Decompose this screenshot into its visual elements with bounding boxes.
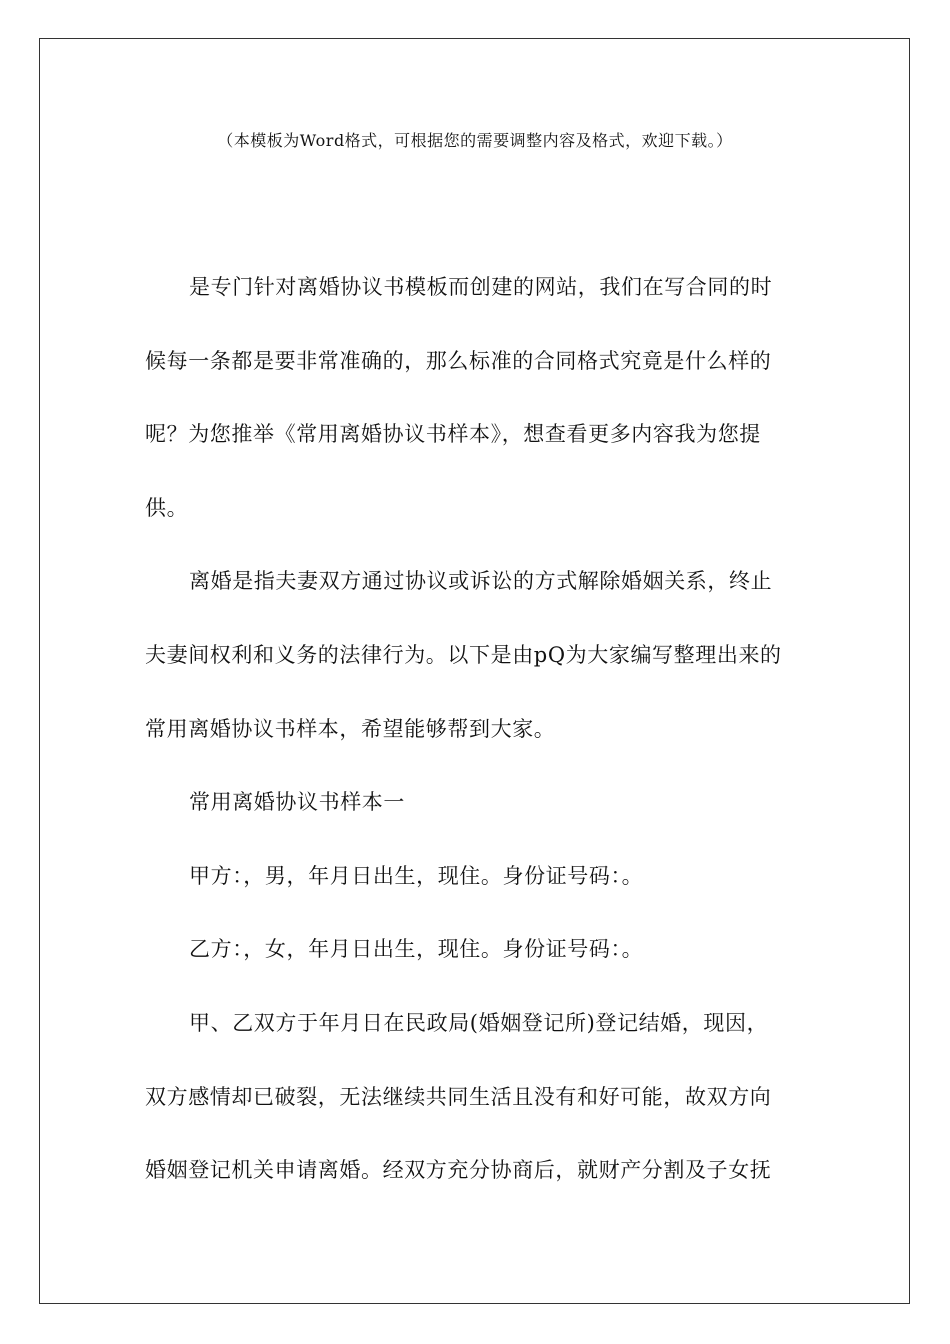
body-line: 甲方：，男，年月日出生，现住。身份证号码：。 <box>189 863 644 888</box>
document-body <box>145 251 805 1208</box>
body-line: 乙方：，女，年月日出生，现住。身份证号码：。 <box>189 937 644 962</box>
body-line: 供。 <box>145 495 189 520</box>
body-line: 婚姻登记机关申请离婚。经双方充分协商后，就财产分割及子女抚 <box>145 1158 772 1183</box>
body-line: 夫妻间权利和义务的法律行为。以下是由pQ为大家编写整理出来的 <box>145 642 782 667</box>
body-line: 候每一条都是要非常准确的，那么标准的合同格式究竟是什么样的 <box>145 348 772 373</box>
template-note: （本模板为Word格式，可根据您的需要调整内容及格式，欢迎下载。） <box>217 131 733 150</box>
body-line: 离婚是指夫妻双方通过协议或诉讼的方式解除婚姻关系，终止 <box>189 569 773 594</box>
body-line: 双方感情却已破裂，无法继续共同生活且没有和好可能，故双方向 <box>145 1084 772 1109</box>
body-line: 常用离婚协议书样本，希望能够帮到大家。 <box>145 716 556 741</box>
body-line: 甲、乙双方于年月日在民政局(婚姻登记所)登记结婚，现因， <box>189 1010 769 1035</box>
body-line: 常用离婚协议书样本一 <box>189 790 405 815</box>
body-line: 是专门针对离婚协议书模板而创建的网站，我们在写合同的时 <box>189 275 773 299</box>
body-line: 呢？为您推举《常用离婚协议书样本》，想查看更多内容我为您提 <box>145 422 761 447</box>
